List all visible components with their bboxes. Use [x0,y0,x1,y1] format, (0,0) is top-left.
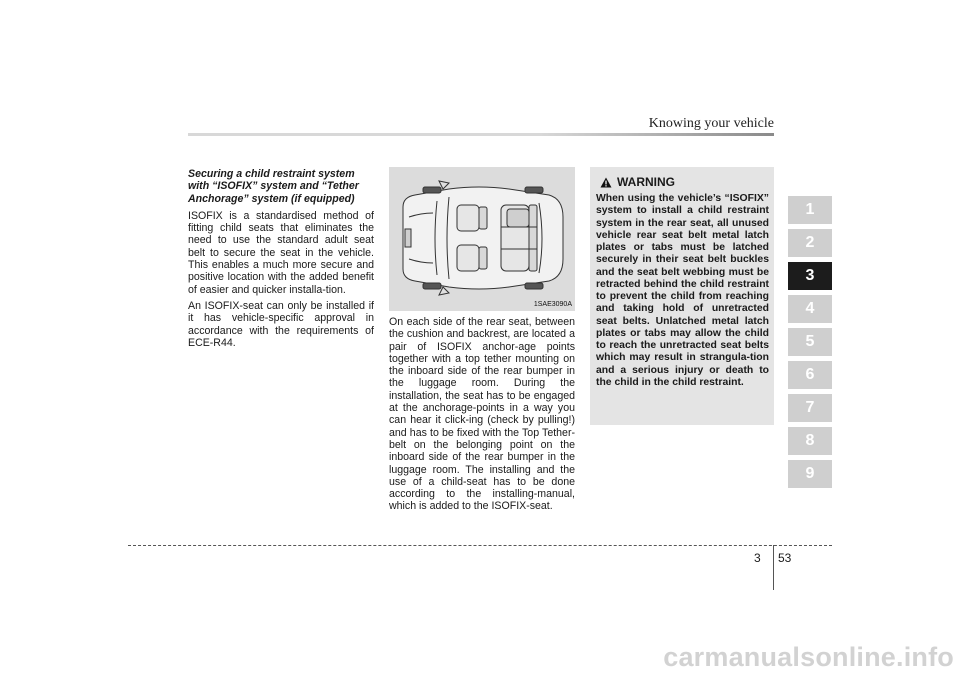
car-top-view-illustration [389,167,575,311]
car-figure [389,167,575,311]
section-heading: Securing a child restraint system with “ISOFIX” system and “Tether Anchorage” system (if equipped) [188,168,359,205]
footer-page-number: 53 [778,551,792,565]
chapter-tab-1[interactable]: 1 [788,196,832,224]
header-rule [188,133,774,136]
page-number-divider [773,545,774,590]
chapter-tab-8[interactable]: 8 [788,427,832,455]
footer-chapter-number: 3 [754,551,761,565]
paragraph-isofix-anchorage: On each side of the rear seat, between the cushion and backrest, are located a pair of ISOFIX anchor-age points together with a top tether mounting on the inboard side of the rear bumper in the luggage room. During the installation, the seat has to be engaged at the anchorage-points in a way you can hear it click-ing (check by pulling!) and has to be fixed with the Top Tether-belt on the belonging point on the inboard side of the rear bumper in the luggage room. The installing and the use of a child-seat has to be done according to the installing-manual, which is added to the ISOFIX-seat. [389,316,575,513]
paragraph-isofix-approval: An ISOFIX-seat can only be installed if it has vehicle-specific approval in accordance with the requirements of ECE-R44. [188,299,374,349]
chapter-tab-7[interactable]: 7 [788,394,832,422]
middle-column [389,316,575,517]
footer-rule [128,545,832,546]
figure-code: 1SAE3090A [533,301,572,308]
header-title: Knowing your vehicle [648,116,774,131]
chapter-tab-3[interactable]: 3 [788,262,832,290]
chapter-tab-5[interactable]: 5 [788,328,832,356]
paragraph-isofix-intro: ISOFIX is a standardised method of fitting child seats that eliminates the need to use the standard adult seat belt to secure the seat in the vehicle. This enables a much more secure and positive location with the added benefit of easier and quicker installa-tion. [188,209,374,296]
chapter-tab-6[interactable]: 6 [788,361,832,389]
left-column [188,168,374,353]
warning-title: WARNING [617,175,675,189]
chapter-tab-4[interactable]: 4 [788,295,832,323]
chapter-tab-2[interactable]: 2 [788,229,832,257]
warning-box [590,167,774,425]
warning-header [600,175,769,189]
chapter-tab-9[interactable]: 9 [788,460,832,488]
warning-triangle-icon [600,177,612,188]
watermark: carmanualsonline.info [663,642,954,672]
warning-body: When using the vehicle’s “ISOFIX” system to install a child restraint system in the rear seat, all unused vehicle rear seat belt metal latch plates or tabs must be latched securely in their seat belt buckles and the seat belt webbing must be retracted behind the child restraint to prevent the child from reaching and taking hold of unretracted seat belts. Unlatched metal latch plates or tabs may allow the child to reach the unretracted seat belts which may result in strangula-tion and a serious injury or death to the child in the child restraint. [596,193,769,388]
